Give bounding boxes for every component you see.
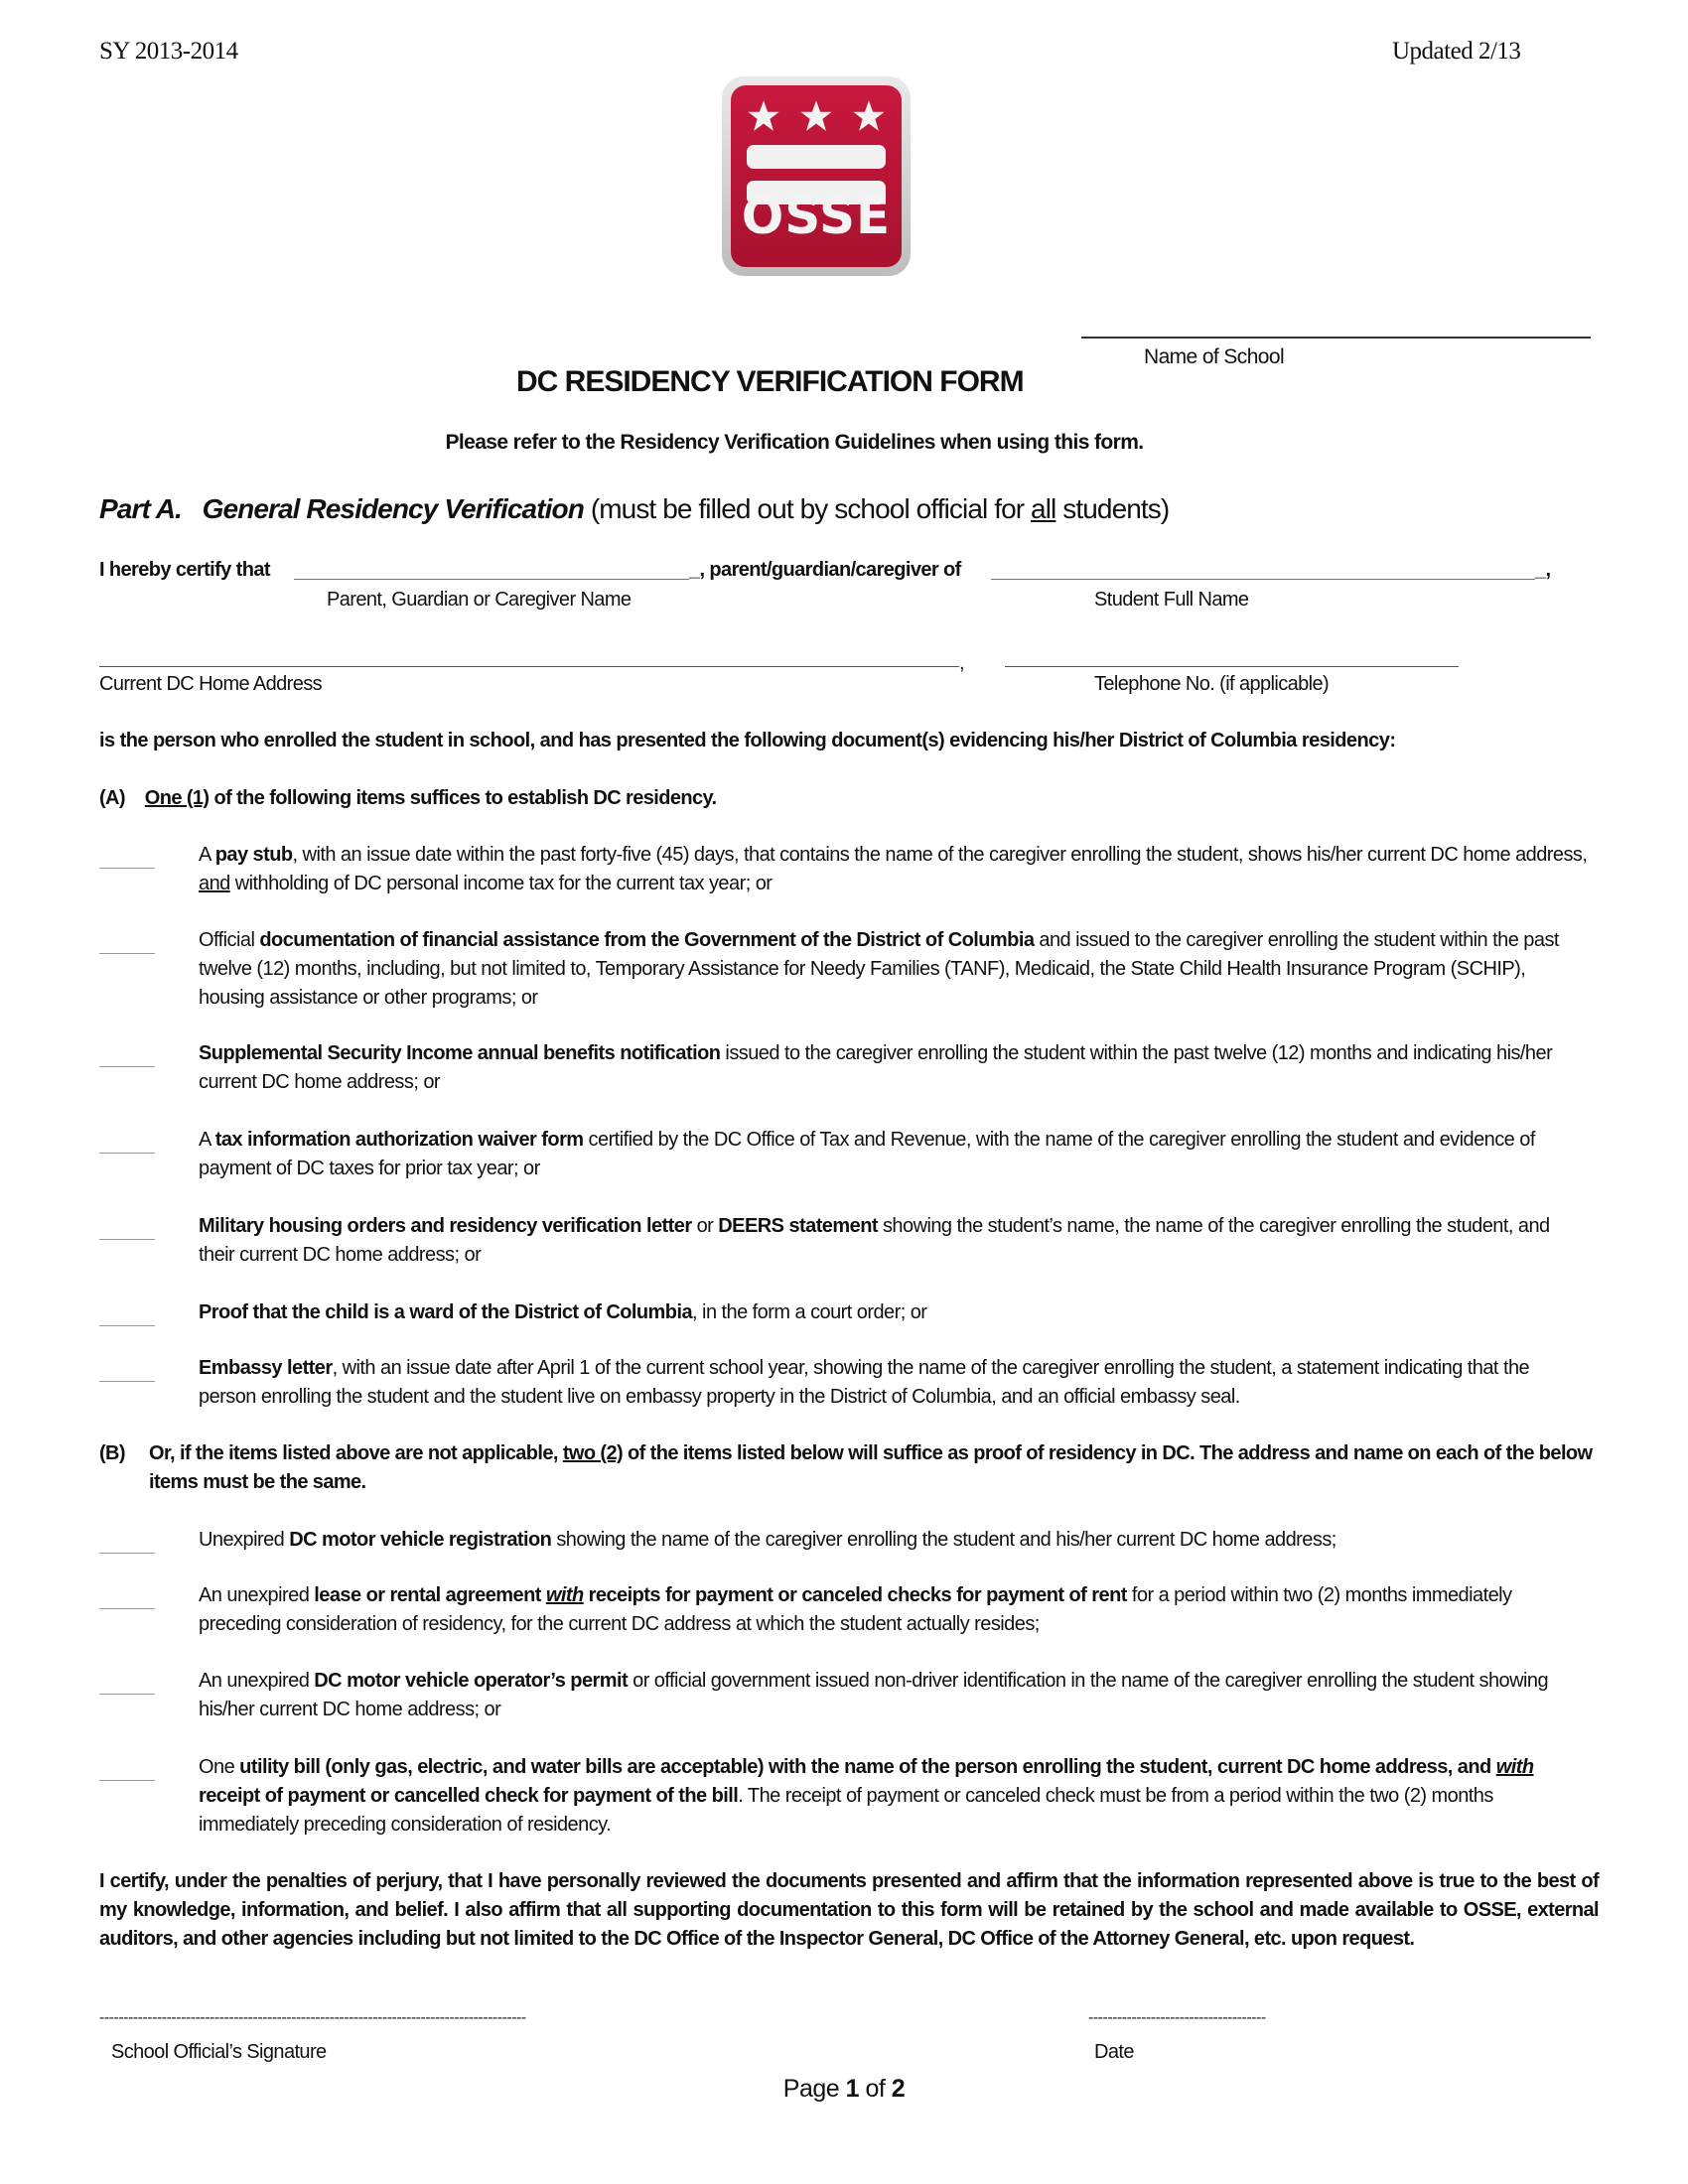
item-b4-checkbox[interactable] (99, 1780, 155, 1781)
item-a4-checkbox[interactable] (99, 1153, 155, 1154)
attestation-statement: I certify, under the penalties of perjury, that I have personally reviewed the documents presented and affirm that the information represented above is true to the best of my knowledge, information, and belief. I also affirm that all supporting documentation to this form will be retained by the school and made available to OSSE, external auditors, and other agencies including but not limited to the DC Office of the Inspector General, DC Office of the Attorney General, etc. upon request. (99, 1870, 1599, 1950)
certify-end: _, (1535, 559, 1551, 581)
item-a1-checkbox[interactable] (99, 868, 155, 869)
certify-mid: _, parent/guardian/caregiver of (689, 559, 961, 581)
address-label: Current DC Home Address (99, 673, 323, 695)
item-a6: Proof that the child is a ward of the District of Columbia, in the form a court order; or (199, 1301, 927, 1323)
certify-lead: I hereby certify that (99, 559, 270, 581)
phone-label: Telephone No. (if applicable) (1094, 673, 1330, 695)
parent-name-field[interactable] (294, 579, 689, 580)
item-b1-checkbox[interactable] (99, 1553, 155, 1554)
updated-date: Updated 2/13 (1392, 38, 1521, 65)
star-icon (747, 99, 780, 133)
item-a1: A pay stub, with an issue date within the past forty-five (45) days, that contains the name of the caregiver enrolling the student, shows his/her current DC home address, and withholding of DC personal income tax for the current tax year; or (199, 844, 1588, 894)
section-b-heading: Or, if the items listed above are not applicable, two (2) of the items listed below will suffice as proof of residency in DC. The address and name on each of the below items must be the same. (149, 1442, 1593, 1493)
part-a-note-end: students) (1055, 493, 1170, 524)
osse-logo (722, 76, 911, 276)
signature-label: School Official’s Signature (111, 2041, 327, 2063)
part-a-heading (99, 493, 1169, 525)
section-a-heading-text: of the following items suffices to establish DC residency. (209, 787, 717, 809)
item-a7-checkbox[interactable] (99, 1381, 155, 1382)
star-icon (852, 99, 886, 133)
item-b1: Unexpired DC motor vehicle registration showing the name of the caregiver enrolling the student and his/her current DC home address; (199, 1529, 1336, 1551)
item-a2: Official documentation of financial assistance from the Government of the District of Columbia and issued to the caregiver enrolling the student within the past twelve (12) months, including, but not limited to, Temporary Assistance for Needy Families (TANF), Medicaid, the State Child Health Insurance Program (SCHIP), housing assistance or other programs; or (199, 929, 1559, 1009)
school-name-field[interactable] (1081, 337, 1591, 339)
part-a-note-emphasis: all (1031, 493, 1056, 524)
item-b3: An unexpired DC motor vehicle operator’s permit or official government issued non-driver identification in the name of the caregiver enrolling the student showing his/her current DC home address; or (199, 1670, 1549, 1720)
item-b4: One utility bill (only gas, electric, and water bills are acceptable) with the name of the person enrolling the student, current DC home address, and with receipt of payment or cancelled check for payment of the bill. The receipt of payment or canceled check must be from a period within the two (2) months immediately preceding consideration of residency. (199, 1756, 1534, 1836)
parent-name-label: Parent, Guardian or Caregiver Name (327, 589, 632, 611)
item-a2-checkbox[interactable] (99, 953, 155, 954)
enrollment-statement: is the person who enrolled the student in school, and has presented the following document(s) evidencing his/her District of Columbia residency: (99, 730, 1396, 751)
logo-text: OSSE (741, 188, 892, 245)
phone-field[interactable] (1005, 666, 1459, 667)
section-a-heading (99, 784, 717, 813)
page-title: DC RESIDENCY VERIFICATION FORM (516, 365, 1024, 398)
date-line[interactable]: ------------------------------------- (1088, 2009, 1266, 2026)
part-a-label: Part A. (99, 493, 182, 524)
section-a-marker: (A) (99, 787, 125, 809)
item-b3-checkbox[interactable] (99, 1694, 155, 1695)
school-name-label: Name of School (1144, 345, 1285, 368)
part-a-title: General Residency Verification (202, 493, 584, 524)
address-field[interactable] (99, 666, 959, 667)
student-name-label: Student Full Name (1094, 589, 1249, 611)
subtitle (0, 431, 1688, 455)
item-a5-checkbox[interactable] (99, 1239, 155, 1240)
date-label: Date (1094, 2041, 1134, 2063)
address-comma: , (959, 652, 964, 674)
item-a3: Supplemental Security Income annual benefits notification issued to the caregiver enrolling the student within the past twelve (12) months and indicating his/her current DC home address; or (199, 1042, 1553, 1093)
subtitle-text: Please refer to the Residency Verification Guidelines when using this form. (445, 431, 1144, 454)
part-a-note: (must be filled out by school official for (590, 493, 1032, 524)
section-b-marker: (B) (99, 1442, 125, 1464)
item-a6-checkbox[interactable] (99, 1325, 155, 1326)
item-b2: An unexpired lease or rental agreement with receipts for payment or canceled checks for payment of rent for a period within two (2) months immediately preceding consideration of residency, for the current DC address at which the student actually resides; (199, 1584, 1512, 1635)
student-name-field[interactable] (991, 579, 1535, 580)
item-a7: Embassy letter, with an issue date after April 1 of the current school year, showing the name of the caregiver enrolling the student, a statement indicating that the person enrolling the student and the student live on embassy property in the District of Columbia, and an official embassy seal. (199, 1357, 1530, 1408)
page-indicator: Page 1 of 2 (782, 2075, 906, 2103)
school-year: SY 2013-2014 (99, 38, 238, 65)
item-a5: Military housing orders and residency verification letter or DEERS statement showing the student’s name, the name of the caregiver enrolling the student, and their current DC home address; or (199, 1215, 1550, 1266)
section-a-count: One (1) (144, 787, 210, 809)
star-icon (799, 99, 833, 133)
signature-line[interactable]: ----------------------------------------------------------------------------------------- (99, 2009, 526, 2026)
item-a3-checkbox[interactable] (99, 1066, 155, 1067)
item-a4: A tax information authorization waiver form certified by the DC Office of Tax and Revenue, with the name of the caregiver enrolling the student and evidence of payment of DC taxes for prior tax year; or (199, 1129, 1535, 1179)
flag-bar (747, 145, 886, 169)
item-b2-checkbox[interactable] (99, 1608, 155, 1609)
